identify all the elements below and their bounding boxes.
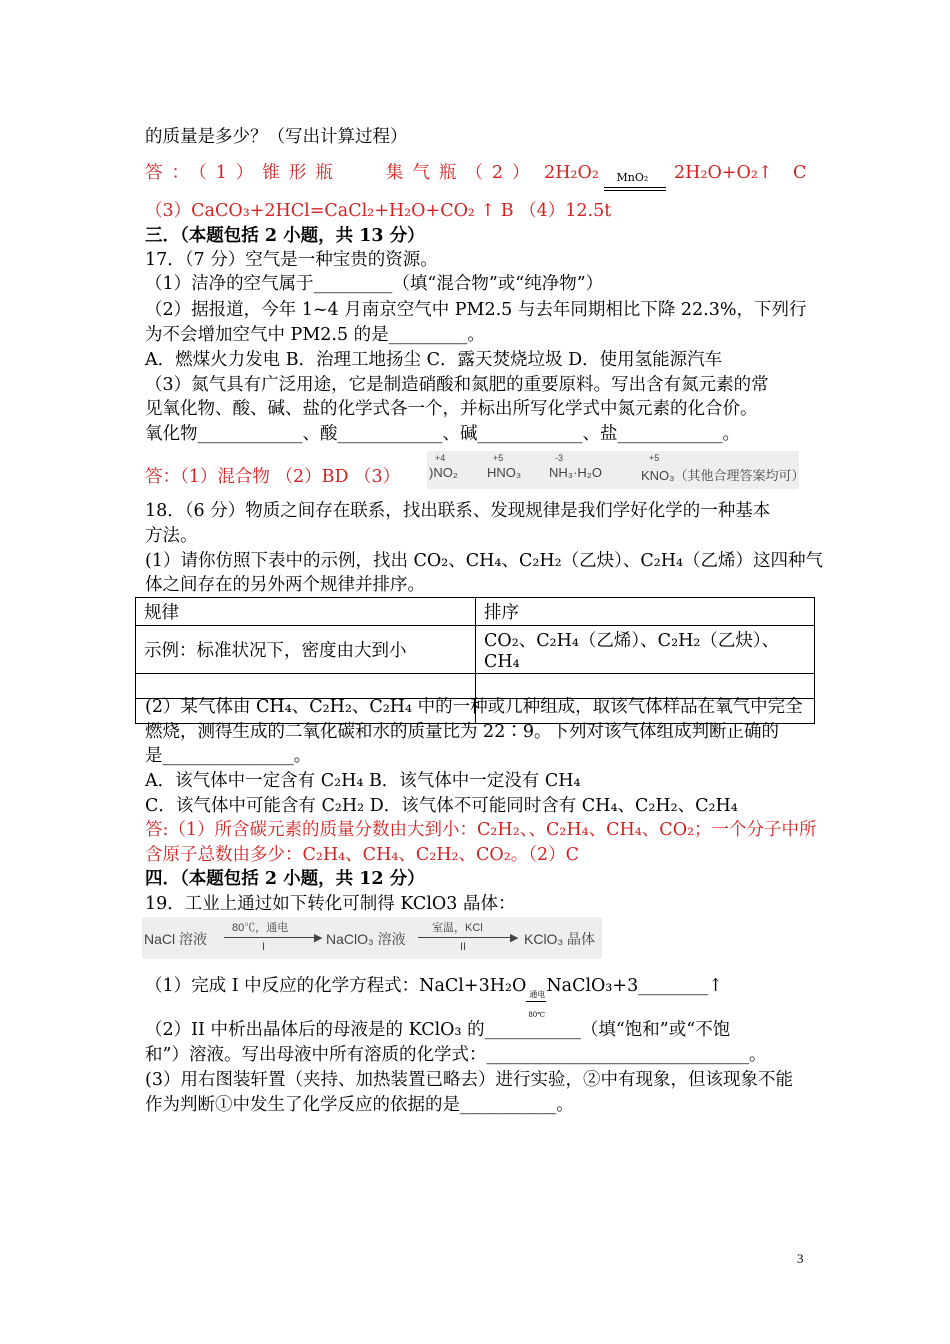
answer-16-line2: （3）CaCO₃+2HCl=CaCl₂+H₂O+CO₂ ↑ B （4）12.5t xyxy=(145,201,612,221)
q19-stem: 19．工业上通过如下转化可制得 KClO3 晶体： xyxy=(145,894,516,914)
q18-part1-a: (1）请你仿照下表中的示例，找出 CO₂、CH₄、C₂H₂（乙炔）、C₂H₄（乙烯）这四种气 xyxy=(145,551,824,571)
q19-part2-a: （2）II 中析出晶体后的母液是的 KClO₃ 的___________（填“饱和”或“不饱 xyxy=(145,1020,731,1040)
process-flow-image: NaCl 溶液 80℃，通电 ▶ I NaClO₃ 溶液 室温，KCl ▶ II KClO₃ 晶体 xyxy=(142,917,602,959)
q18-stem-b: 方法。 xyxy=(145,526,198,546)
table-cell: 示例：标准状况下，密度由大到小 xyxy=(136,626,476,674)
eq-reactant: 2H₂O₂ xyxy=(544,163,599,183)
q17-options: A．燃煤火力发电 B．治理工地扬尘 C．露天焚烧垃圾 D．使用氢能源汽车 xyxy=(145,350,723,370)
answer-16-line1: 答：（1）锥形瓶 集气瓶（2） 2H₂O₂ MnO₂ 2H₂O+O₂↑ C xyxy=(145,161,815,185)
nitrogen-formula-image: +4 )NO₂ +5 HNO₃ -3 NH₃·H₂O +5 KNO₃（其他合理答案均可） xyxy=(427,451,799,489)
q18-part2-a: (2）某气体由 CH₄、C₂H₂、C₂H₄ 中的一种或几种组成，取该气体样品在氧气中完全 xyxy=(145,697,803,717)
eq-products: 2H₂O+O₂↑ xyxy=(674,163,773,183)
q19-part1-products: NaClO₃+3________↑ xyxy=(546,976,723,996)
q19-part1: （1）完成 I 中反应的化学方程式：NaCl+3H₂O 通电 80℃ NaClO₃+3________↑ xyxy=(145,976,723,1019)
q18-part1-b: 体之间存在的另外两个规律并排序。 xyxy=(145,575,425,595)
q17-part1: （1）洁净的空气属于_________（填“混合物”或“纯净物”） xyxy=(145,274,604,294)
q18-part2-c: 是_______________。 xyxy=(145,746,312,766)
section-3-heading: 三．（本题包括 2 小题，共 13 分） xyxy=(145,226,425,246)
q18-stem-a: 18．（6 分）物质之间存在联系，找出联系、发现规律是我们学好化学的一种基本 xyxy=(145,501,771,521)
table-cell: CO₂、C₂H₄（乙烯）、C₂H₂（乙炔）、CH₄ xyxy=(476,626,815,674)
q18-options-ab: A．该气体中一定含有 C₂H₄ B．该气体中一定没有 CH₄ xyxy=(145,771,581,791)
answer-choice-c: C xyxy=(793,163,807,183)
answer-18-a: 答:（1）所含碳元素的质量分数由大到小：C₂H₂、、C₂H₄、CH₄、CO₂；一个分子中所 xyxy=(145,820,817,840)
table-header: 规律 xyxy=(136,598,476,626)
q17-part2-b: 为不会增加空气中 PM2.5 的是_________。 xyxy=(145,325,485,345)
q17-part3-b: 见氧化物、酸、碱、盐的化学式各一个，并标出所写化学式中氮元素的化合价。 xyxy=(145,399,758,419)
q18-options-cd: C．该气体中可能含有 C₂H₂ D．该气体不可能同时含有 CH₄、C₂H₂、C₂H₄ xyxy=(145,796,738,816)
q19-part2-b: 和”）溶液。写出母液中所有溶质的化学式：______________________________。 xyxy=(145,1045,767,1065)
answer-18-b: 含原子总数由多少：C₂H₄、CH₄、C₂H₂、CO₂。（2）C xyxy=(145,845,580,865)
q17-part3-c: 氧化物____________、酸____________、碱____________、盐____________。 xyxy=(145,424,740,444)
q18-part2-b: 燃烧，测得生成的二氧化碳和水的质量比为 22∶9。下列对该气体组成判断正确的 xyxy=(145,722,779,742)
question-continuation: 的质量是多少？（写出计算过程） xyxy=(145,127,408,147)
table-row xyxy=(136,626,815,674)
q19-part3-b: 作为判断①中发生了化学反应的依据的是___________。 xyxy=(145,1095,574,1115)
table-header-row xyxy=(136,598,815,626)
table-header: 排序 xyxy=(476,598,815,626)
q17-stem: 17．（7 分）空气是一种宝贵的资源。 xyxy=(145,250,438,270)
q17-part2-a: （2）据报道，今年 1~4 月南京空气中 PM2.5 与去年同期相比下降 22.3%，下列行 xyxy=(145,300,807,320)
q19-part1-text: （1）完成 I 中反应的化学方程式：NaCl+3H₂O xyxy=(145,976,527,996)
catalyst-label: MnO₂ xyxy=(616,171,649,184)
section-4-heading: 四．（本题包括 2 小题，共 12 分） xyxy=(145,869,425,889)
q19-part3-a: (3）用右图装轩置（夹持、加热装置已略去）进行实验，②中有现象，但该现象不能 xyxy=(145,1070,793,1090)
answer-17: 答：（1）混合物 （2）BD （3） xyxy=(145,467,401,487)
page-number: 3 xyxy=(797,1251,804,1266)
q17-part3-a: （3）氮气具有广泛用途，它是制造硝酸和氮肥的重要原料。写出含有氮元素的常 xyxy=(145,375,769,395)
